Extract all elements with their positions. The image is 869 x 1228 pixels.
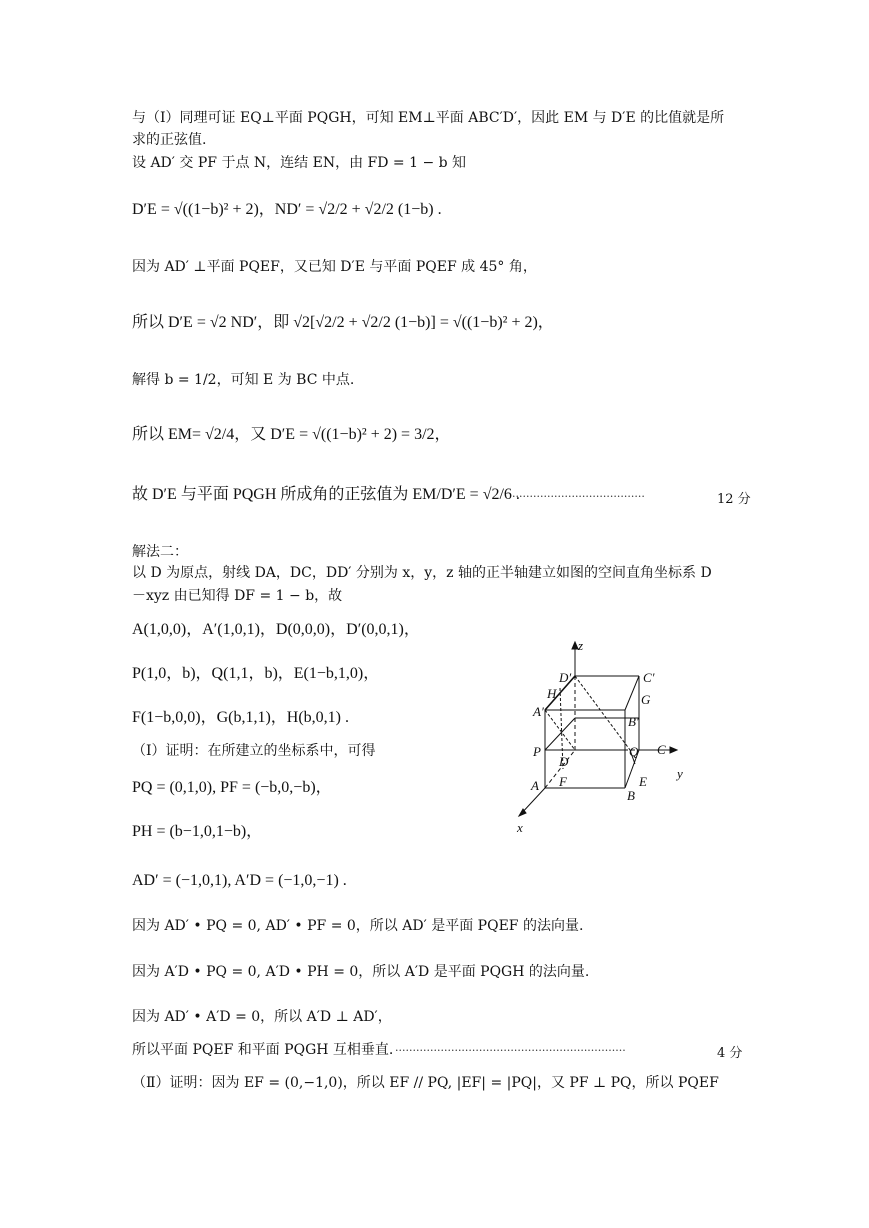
- text-line-12: －xyz 由已知得 DF = 1 − b，故: [132, 588, 343, 604]
- svg-text:F: F: [559, 774, 567, 789]
- vector-line-19: AD′ = (−1,0,1), A′D = (−1,0,−1) .: [132, 872, 347, 889]
- svg-text:x: x: [517, 820, 523, 835]
- text-line-1: 与（Ⅰ）同理可证 EQ⊥平面 PQGH，可知 EM⊥平面 ABC′D′，因此 EM 与 D′E 的比值就是所: [132, 110, 725, 126]
- svg-text:Q: Q: [629, 744, 639, 759]
- leader-dots-2: ··································································: [395, 1044, 626, 1057]
- coord-line-14: P(1,0，b)，Q(1,1，b)，E(1−b,1,0)，: [132, 665, 380, 682]
- svg-text:G: G: [641, 692, 651, 707]
- formula-line-9: 故 D′E 与平面 PQGH 所成角的正弦值为 EM/D′E = √2/6 .: [132, 486, 520, 503]
- score-12: 12 分: [717, 492, 751, 507]
- svg-text:P: P: [533, 744, 541, 759]
- svg-text:D: D: [559, 754, 569, 769]
- svg-text:B′: B′: [628, 714, 639, 729]
- text-line-24: （Ⅱ）证明：因为 EF = (0,−1,0)，所以 EF // PQ, |EF| = |PQ|，又 PF ⊥ PQ，所以 PQEF: [132, 1075, 719, 1091]
- text-line-23: 所以平面 PQEF 和平面 PQGH 互相垂直.: [132, 1042, 394, 1058]
- vector-line-17: PQ = (0,1,0), PF = (−b,0,−b)，: [132, 779, 332, 796]
- text-line-3: 设 AD′ 交 PF 于点 N，连结 EN，由 FD = 1 − b 知: [132, 155, 467, 171]
- svg-text:C′: C′: [643, 670, 655, 685]
- svg-text:B: B: [627, 788, 635, 803]
- coord-line-13: A(1,0,0)，A′(1,0,1)，D(0,0,0)，D′(0,0,1)，: [132, 621, 420, 638]
- svg-text:E: E: [639, 774, 647, 789]
- score-4: 4 分: [717, 1046, 743, 1061]
- text-line-11: 以 D 为原点，射线 DA，DC，DD′ 分别为 x，y，z 轴的正半轴建立如图的空间直角坐标系 D: [132, 565, 712, 581]
- vector-line-18: PH = (b−1,0,1−b)，: [132, 823, 263, 840]
- formula-line-4: D′E = √((1−b)² + 2)，ND′ = √2/2 + √2/2 (1−b) .: [132, 201, 442, 218]
- text-line-2: 求的正弦值.: [132, 132, 207, 148]
- formula-line-8: 所以 EM= √2/4，又 D′E = √((1−b)² + 2) = 3/2，: [132, 426, 451, 443]
- svg-text:A: A: [531, 778, 539, 793]
- formula-line-6: 所以 D′E = √2 ND′，即 √2[√2/2 + √2/2 (1−b)] = √((1−b)² + 2)，: [132, 314, 554, 331]
- text-line-10: 解法二：: [132, 544, 188, 560]
- text-line-7: 解得 b = 1/2，可知 E 为 BC 中点.: [132, 372, 355, 388]
- svg-text:H: H: [547, 686, 557, 701]
- svg-text:y: y: [677, 766, 683, 781]
- text-line-20: 因为 AD′ • PQ = 0, AD′ • PF = 0，所以 AD′ 是平面 PQEF 的法向量.: [132, 918, 584, 934]
- text-line-5: 因为 AD′ ⊥平面 PQEF，又已知 D′E 与平面 PQEF 成 45° 角，: [132, 259, 537, 275]
- leader-dots: ······································: [512, 490, 645, 503]
- coord-line-15: F(1−b,0,0)，G(b,1,1)，H(b,0,1) .: [132, 709, 350, 726]
- svg-text:A′: A′: [533, 704, 544, 719]
- cube-figure: [505, 638, 705, 838]
- text-line-16: （Ⅰ）证明：在所建立的坐标系中，可得: [132, 743, 376, 759]
- svg-text:D′: D′: [559, 670, 572, 685]
- text-line-22: 因为 AD′ • A′D = 0，所以 A′D ⊥ AD′，: [132, 1009, 392, 1025]
- text-line-21: 因为 A′D • PQ = 0, A′D • PH = 0，所以 A′D 是平面 PQGH 的法向量.: [132, 964, 590, 980]
- svg-text:C: C: [657, 742, 666, 757]
- svg-text:z: z: [578, 638, 584, 653]
